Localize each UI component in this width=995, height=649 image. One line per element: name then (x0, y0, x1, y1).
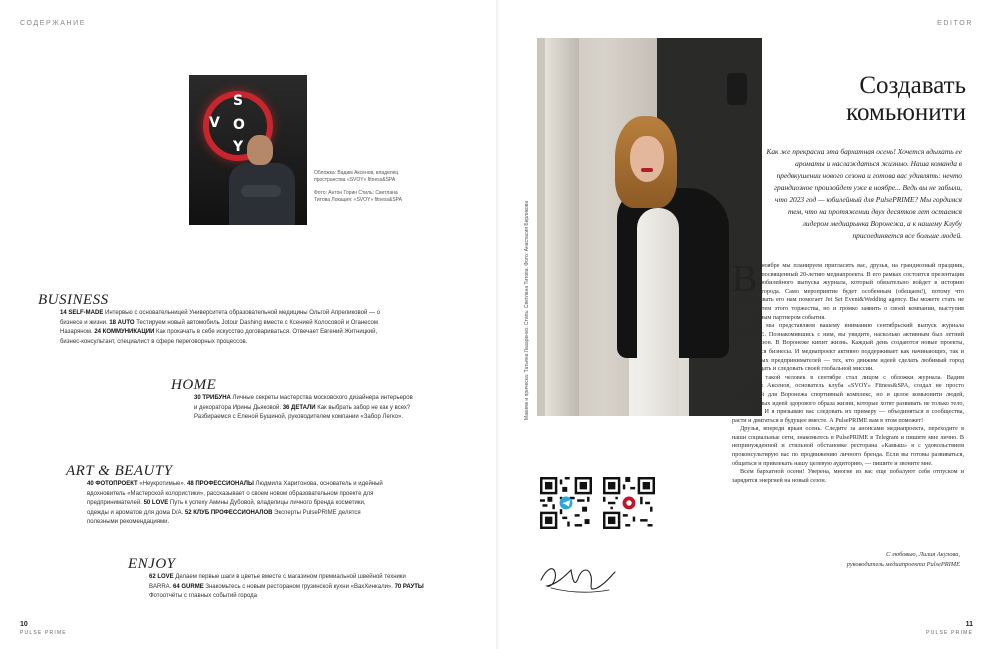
toc-section-business (60, 309, 390, 347)
toc-item-text: «Неукротимые». (137, 481, 188, 487)
handwritten-signature (537, 558, 617, 598)
logo-letter: Y (233, 139, 244, 155)
toc-item-text: Знакомьтесь с новым рестораном грузинской кухни «ВахХинкали». (203, 583, 395, 590)
photo-credit-vertical: Макияж и прическа: Татьяна Лазаренко. Стиль: Светлана Титова. Фото: Анастасия Бирликова (524, 200, 530, 420)
toc-item-number[interactable]: 64 GURME (173, 583, 204, 590)
editor-portrait-photo (537, 38, 762, 416)
cover-caption-subject: Обложка: Вадим Аксенов, владелец пространства «SVOY» fitness&SPA (314, 170, 399, 183)
logo-letter: V (209, 115, 220, 131)
signoff-line-name: С любовью, Лилия Акулова, (886, 551, 960, 558)
toc-item-text: Как выбрать забор не как у всех? Разбираемся с Еленой Бушиной, руководителем компании «Забор Легко». (194, 404, 411, 420)
toc-item-text: Как прокачать в себе искусство договариваться. Отвечает Евгений Житницкий, бизнес-консультант, специалист в сфере переговорных процессов. (60, 329, 378, 345)
toc-item-number[interactable]: 62 LOVE (149, 574, 174, 580)
article-body (732, 258, 964, 485)
toc-item-number[interactable]: 52 КЛУБ ПРОФЕССИОНАЛОВ (184, 509, 273, 516)
article-paragraph: Друзья, впереди яркая осень. Следите за анонсами медиапроекта, переходите в наши социальные сети, знакомьтесь в PulsePRIME в Telegram и пишите мне лично. В непринужденной и стильной обстановке ресторана «Камыш» я с удовольствием проконсультирую вас по продвижению личного бренда. Если вы готовы развиваться, общаться и привлекать нашу целевую аудиторию, — пишите и звоните мне. (732, 425, 964, 467)
article-paragraph: Всем бархатной осени! Уверена, многие из вас еще побалуют себя отпуском и зарядятся энергией на новый сезон. (732, 468, 964, 484)
toc-item-text: Тестируем новый автомобиль Jotour Dashing вместе с Ксенией Колосовой и Оганесом Назаряном. (60, 319, 379, 335)
page-brand-left: PULSE PRIME (20, 630, 67, 636)
running-head-right: EDITOR (937, 20, 973, 27)
article-lede: Как же прекрасна эта бархатная осень! Хочется вдыхать ее ароматы и наслаждаться жизнью. Наша команда в предвкушении нового сезона и готова вас удивлять: нечто грандиозное произойдет уже в ноябре... Ведь вы не забыли, что 2023 год — юбилейный для PulsePRIME? Мы гордимся тем, что на протяжении двух десятков лет остаемся лидером медиарынка Воронежа, а к нашему Клубу присоединяется все больше людей. (766, 147, 962, 240)
toc-item-text: Путь к успеху Амины Дубовой, владелицы личного бренда косметики, одежды и ароматов для дома D/A. (87, 500, 366, 516)
qr-pattern (603, 477, 655, 529)
photo-column (545, 38, 579, 416)
article-signoff (760, 550, 960, 570)
toc-item-number[interactable]: 50 LOVE (143, 500, 169, 506)
signoff-line-role: руководитель медиапроекта PulsePRIME (846, 561, 960, 568)
toc-item-number[interactable]: 70 РАУТЫ (394, 583, 424, 590)
toc-item-text: Эксперты PulsePRIME делятся полезными рекомендациями. (87, 509, 361, 525)
page-number-left: 10 (20, 621, 28, 628)
page-number-right: 11 (965, 621, 973, 628)
cover-person-arms (241, 185, 281, 197)
page-brand-right: PULSE PRIME (926, 630, 973, 636)
toc-item-text: Интервью с основательницей Университета образовательной медицины Ольгой Апреликовой — о бизнесе и жизни. (60, 310, 380, 326)
toc-item-text: Делаем первые шаги в цветье вместе с магазином премиальной швейной техники BARRA. (149, 574, 406, 590)
article-paragraph: Вноябре мы планируем пригласить вас, друзья, на грандиозный праздник, посвященный 20-летию медиапроекта. В его рамках состоится презентация юбилейного выпуска журнала, который обязательно войдет в историю города. Само мероприятие будет особенным (обещаем!), потому что организовывать его нам помогает Jet Set Event&Wedding agency. Вы можете стать не просто гостем этого торжества, но и громко заявить о своей компании, выступив полноправным партнером события. (732, 258, 964, 321)
running-head-left: СОДЕРЖАНИЕ (20, 20, 87, 27)
photo-lamp (727, 73, 747, 105)
toc-item-number[interactable]: 24 КОММУНИКАЦИИ (94, 329, 155, 335)
toc-section-enjoy (149, 573, 424, 602)
spine-gutter (496, 0, 500, 649)
toc-section-title-enjoy: ENJOY (128, 556, 176, 572)
cover-person-head (247, 135, 273, 165)
photo-face (630, 136, 664, 182)
toc-item-number[interactable]: 36 ДЕТАЛИ (282, 404, 316, 411)
toc-item-number[interactable]: 40 ФОТОПРОЕКТ (87, 481, 138, 487)
toc-item-number[interactable]: 48 ПРОФЕССИОНАЛЫ (187, 481, 254, 487)
vk-qr-code[interactable] (603, 477, 655, 529)
toc-item-number[interactable]: 14 SELF-MADE (60, 310, 104, 316)
dropcap: В (732, 258, 758, 300)
article-paragraph: Именно такой человек в сентябре стал лицом с обложки журнала. Вадим Валерьевич Аксенов, основатель клуба «SVOY» Fitness&SPA, создал не просто уникальный для Воронежа спортивный комплекс, но и целое комьюнити людей, объединенных идеей здорового образа жизни, которые хотят развивать не только тело, но и душу. И я призываю вас следовать их примеру — объединяться в сообщества, расти и двигаться в будущее вместе. А PulsePRIME вам в этом поможет! (732, 373, 964, 424)
toc-item-text: Людмила Харитонова, основатель и идейный вдохновитель «Мастерской колористики», рассказывает о своем новом образовательном проекте для предпринимателей. (87, 481, 383, 506)
toc-section-title-business: BUSINESS (38, 292, 109, 308)
cover-caption-credits: Фото: Антон Горин Стиль: Светлана Титова Локация: «SVOY» fitness&SPA (314, 190, 402, 203)
logo-letter: S (233, 93, 244, 109)
cover-thumbnail (189, 75, 307, 225)
logo-letter: O (233, 117, 245, 133)
toc-section-title-home: HOME (171, 377, 217, 393)
toc-section-art-beauty (87, 480, 387, 528)
toc-item-number[interactable]: 18 AUTO (109, 319, 135, 326)
cover-caption (314, 170, 404, 210)
toc-item-text: Личные секреты мастерства московского дизайнера интерьеров и декоратора Ирины Дьяковой. (194, 395, 413, 411)
telegram-qr-code[interactable] (540, 477, 592, 529)
qr-pattern (540, 477, 592, 529)
toc-section-title-art-beauty: ART & BEAUTY (66, 463, 173, 479)
toc-item-text: Фотоотчёты с главных событий города (149, 593, 258, 599)
article-paragraph: А пока мы представляем вашему вниманию сентябрьский выпуск журнала PulsePRIME. Познакомившись с ним, вы увидите, насколько активным был летний деловой сезон. В Воронеже кипит жизнь. Каждый день создаются новые проекты, открываются бизнесы. И медиапроект активно поддерживает как начинающих, так и уже опытных предпринимателей — тех, кто движим идеей сделать любимый город лучше, создать и следовать своей глобальной миссии. (732, 322, 964, 373)
toc-section-home (194, 394, 414, 423)
toc-item-number[interactable]: 30 ТРИБУНА (194, 395, 231, 401)
article-headline: Создавать комьюнити (846, 72, 966, 126)
photo-lips (641, 168, 653, 172)
photo-dress-front (637, 208, 679, 416)
